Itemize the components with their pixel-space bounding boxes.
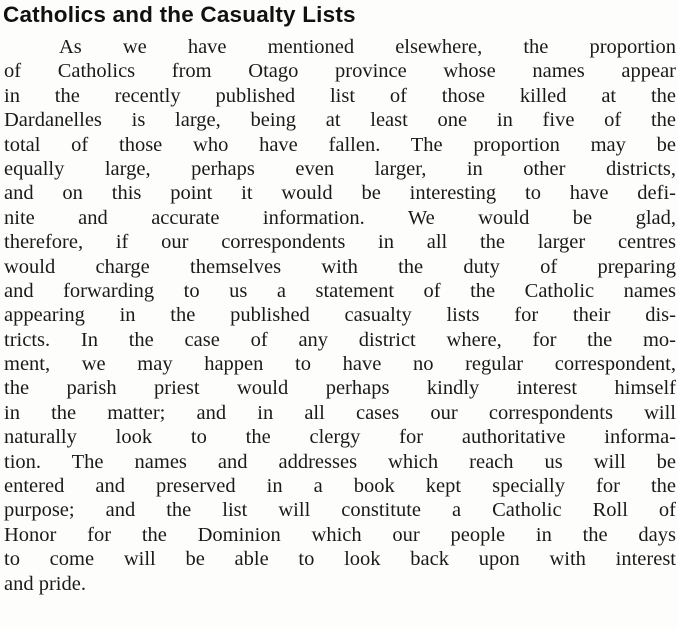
article-line: and forwarding to us a statement of the Catholic names xyxy=(4,279,676,302)
article-body xyxy=(4,35,676,596)
article-line: total of those who have fallen. The proportion may be xyxy=(4,133,676,156)
article-line: to come will be able to look back upon with interest xyxy=(4,548,676,571)
article-line: the parish priest would perhaps kindly interest himself xyxy=(4,377,676,400)
article-line: in the matter; and in all cases our correspondents will xyxy=(4,401,676,424)
article-line: Honor for the Dominion which our people in the days xyxy=(4,523,676,546)
article-line: therefore, if our correspondents in all the larger centres xyxy=(4,231,676,254)
article-line: Dardanelles is large, being at least one in five of the xyxy=(4,109,676,132)
article-line: equally large, perhaps even larger, in other districts, xyxy=(4,157,676,180)
article-line: appearing in the published casualty lists for their dis- xyxy=(4,304,676,327)
article-line: of Catholics from Otago province whose names appear xyxy=(4,60,676,83)
article-headline: Catholics and the Casualty Lists xyxy=(3,2,356,27)
article-line: and pride. xyxy=(4,572,86,595)
article-line: tion. The names and addresses which reach us will be xyxy=(4,450,676,473)
article-line: and on this point it would be interesting to have defi- xyxy=(4,182,676,205)
article-line: naturally look to the clergy for authoritative informa- xyxy=(4,426,676,449)
article-line: ment, we may happen to have no regular correspondent, xyxy=(4,353,676,376)
article-line: purpose; and the list will constitute a Catholic Roll of xyxy=(4,499,676,522)
article-line: As we have mentioned elsewhere, the proportion xyxy=(59,36,676,58)
article-line: in the recently published list of those killed at the xyxy=(4,84,676,107)
article-line: would charge themselves with the duty of preparing xyxy=(4,255,676,278)
article-line: nite and accurate information. We would be glad, xyxy=(4,206,676,229)
article-line: entered and preserved in a book kept specially for the xyxy=(4,475,676,498)
article-line: tricts. In the case of any district where, for the mo- xyxy=(4,328,676,351)
